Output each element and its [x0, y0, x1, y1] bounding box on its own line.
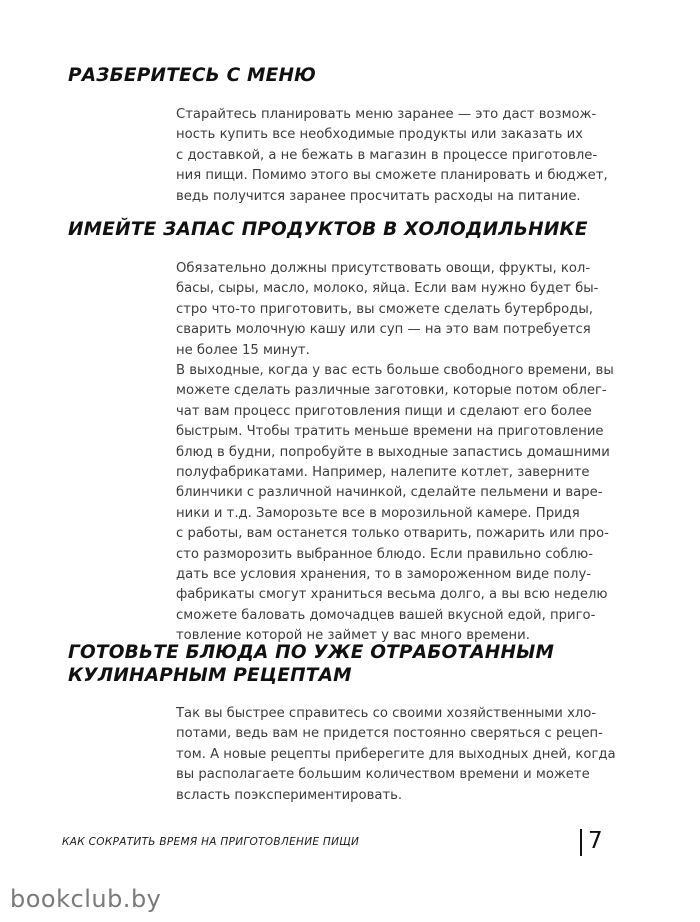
- text-line: вы располагаете большим количеством времени и можете: [176, 767, 590, 783]
- text-line: ники и т.д. Заморозьте все в морозильной камере. Придя: [176, 505, 580, 521]
- text-line: потами, ведь вам не придется постоянно сверяться с рецеп-: [176, 726, 603, 742]
- text-line: ния пищи. Помимо этого вы сможете планировать и бюджет,: [176, 168, 608, 184]
- section-title-fridge: [68, 218, 588, 241]
- text-line: стро что-то приготовить, вы сможете сделать бутерброды,: [176, 301, 593, 317]
- text-line: Обязательно должны присутствовать овощи, фрукты, кол-: [176, 261, 591, 276]
- text-line: всласть поэкспериментировать.: [176, 787, 403, 803]
- text-line: ность купить все необходимые продукты или заказать их: [176, 127, 583, 143]
- text-line: товление которой не займет у вас много времени.: [176, 628, 530, 644]
- paragraph-fridge-2: [176, 361, 626, 647]
- running-title: КАК СОКРАТИТЬ ВРЕМЯ НА ПРИГОТОВЛЕНИЕ ПИЩИ: [62, 836, 360, 848]
- paragraph-recipes: [176, 704, 626, 806]
- text-line: ведь получится заранее просчитать расходы на питание.: [176, 188, 581, 204]
- section-title-line: РАЗБЕРИТЕСЬ С МЕНЮ: [68, 65, 317, 86]
- text-line: том. А новые рецепты приберегите для выходных дней, когда: [176, 746, 616, 762]
- section-title-menu: [68, 64, 316, 87]
- section-title-line: ГОТОВЬТЕ БЛЮДА ПО УЖЕ ОТРАБОТАННЫМ: [68, 642, 555, 663]
- text-line: можете сделать различные заготовки, которые потом облег-: [176, 383, 607, 399]
- paragraph-menu: [176, 105, 626, 207]
- text-line: полуфабрикатами. Например, налепите котлет, заверните: [176, 465, 590, 481]
- text-line: фабрикаты смогут храниться весьма долго, а вы всю неделю: [176, 587, 608, 603]
- text-line: не более 15 минут.: [176, 342, 310, 358]
- text-line: сто разморозить выбранное блюдо. Если правильно соблю-: [176, 546, 593, 562]
- text-line: В выходные, когда у вас есть больше свободного времени, вы: [176, 363, 614, 378]
- text-line: Старайтесь планировать меню заранее — это даст возмож-: [176, 107, 597, 122]
- page-number: 7: [588, 828, 603, 854]
- text-line: сможете баловать домочадцев вашей вкусной едой, приго-: [176, 607, 596, 623]
- text-line: с работы, вам останется только отварить, пожарить или про-: [176, 526, 609, 542]
- site-watermark: bookclub.by: [10, 885, 162, 913]
- text-line: сварить молочную кашу или суп — на это вам потребуется: [176, 322, 591, 338]
- section-title-line: КУЛИНАРНЫМ РЕЦЕПТАМ: [68, 665, 352, 686]
- text-line: Так вы быстрее справитесь со своими хозяйственными хло-: [176, 706, 597, 721]
- section-title-recipes: [68, 641, 554, 687]
- paragraph-fridge-1: [176, 259, 626, 361]
- text-line: басы, сыры, масло, молоко, яйца. Если вам нужно будет бы-: [176, 281, 599, 297]
- section-title-line: ИМЕЙТЕ ЗАПАС ПРОДУКТОВ В ХОЛОДИЛЬНИКЕ: [68, 219, 588, 240]
- text-line: блинчики с различной начинкой, сделайте пельмени и варе-: [176, 485, 603, 501]
- text-line: быстрым. Чтобы тратить меньше времени на приготовление: [176, 424, 604, 440]
- text-line: с доставкой, а не бежать в магазин в процессе приготовле-: [176, 147, 598, 163]
- text-line: дать все условия хранения, то в замороженном виде полу-: [176, 567, 592, 583]
- page-number-divider: [580, 829, 582, 856]
- text-line: блюд в будни, попробуйте в выходные запастись домашними: [176, 444, 610, 460]
- text-line: чат вам процесс приготовления пищи и сделают его более: [176, 403, 592, 419]
